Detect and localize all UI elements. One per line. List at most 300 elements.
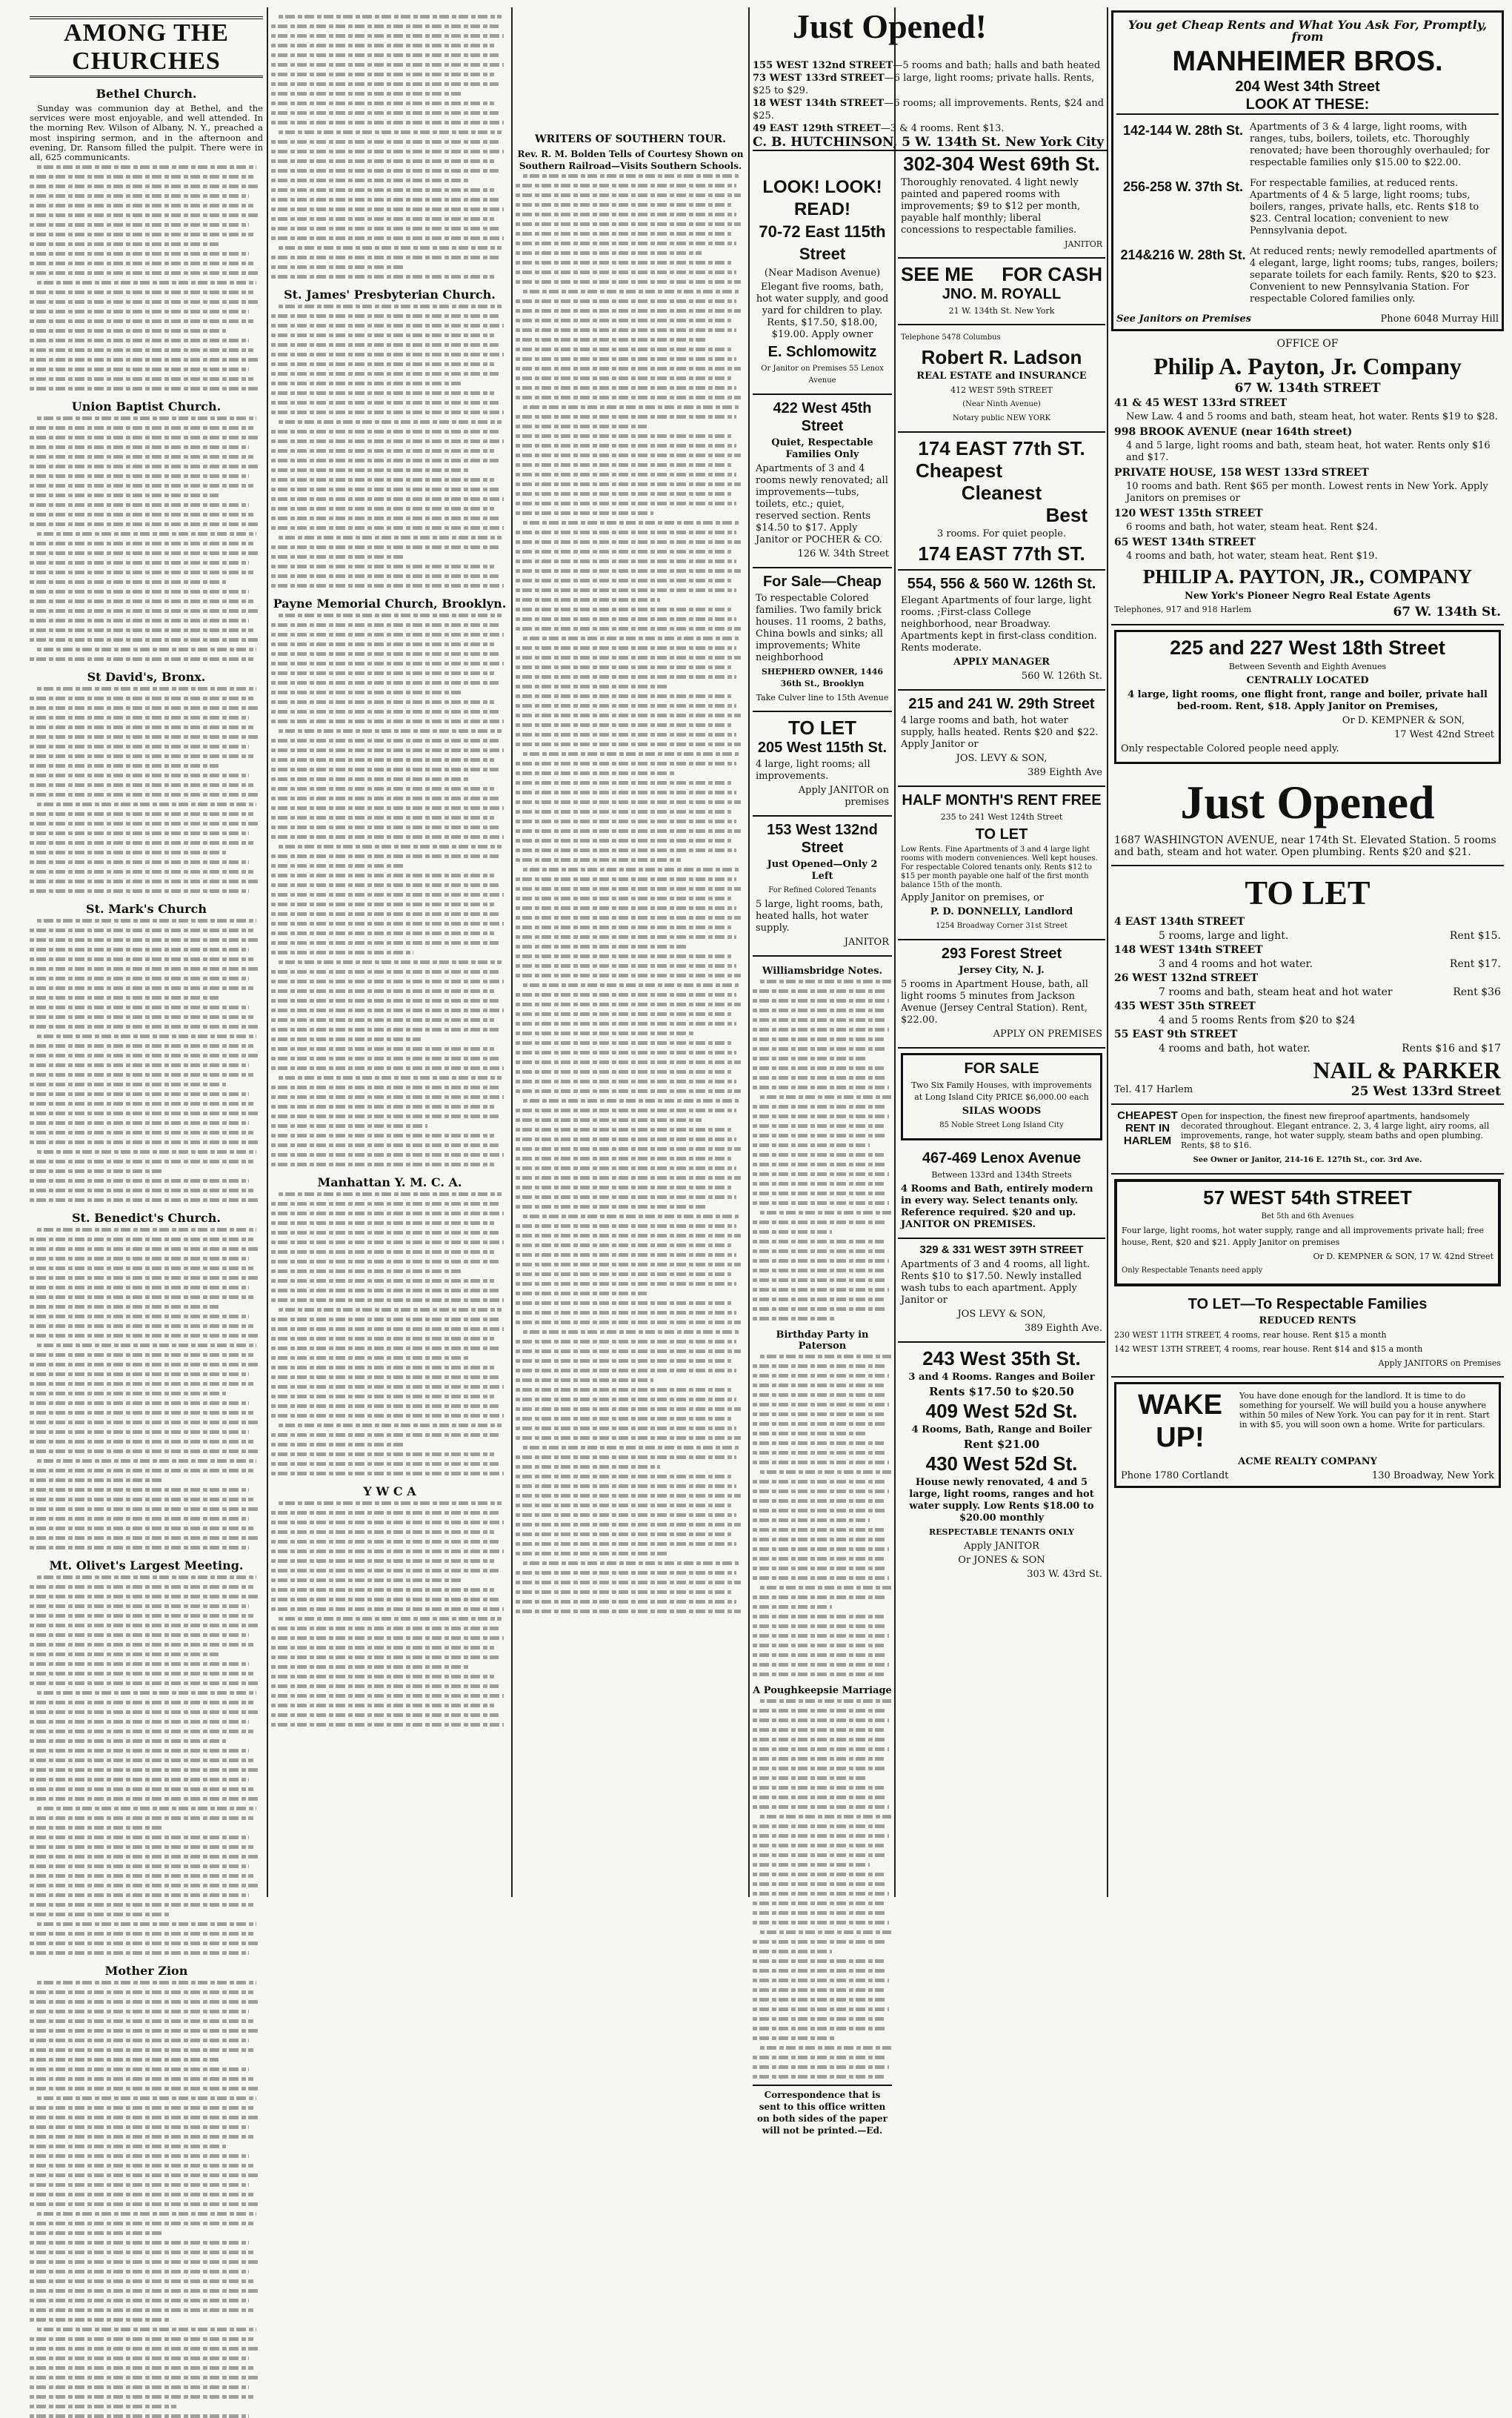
text-line	[30, 2385, 249, 2389]
article-body-lines	[753, 1699, 892, 2079]
text-line	[753, 1940, 886, 1944]
row-text: 4 and 5 rooms Rents from $20 to $24	[1159, 1014, 1356, 1026]
text-line	[30, 1653, 219, 1656]
text-line	[523, 868, 739, 871]
text-line	[516, 348, 731, 351]
text-line	[30, 329, 226, 333]
text-line	[753, 1547, 889, 1551]
ad-name: PHILIP A. PAYTON, JR., COMPANY	[1142, 565, 1473, 588]
text-line	[516, 646, 736, 650]
text-line	[30, 619, 249, 622]
text-line	[30, 1276, 259, 1280]
church-heading: AMONG THE CHURCHES	[30, 16, 263, 78]
ad-text: 5 rooms in Apartment House, bath, all light rooms 5 minutes from Jackson Avenue (Jersey Central Station). Rent, $22.00.	[901, 979, 1088, 1026]
text-line	[30, 223, 249, 227]
text-line	[516, 1195, 736, 1199]
section-title: Mt. Olivet's Largest Meeting.	[49, 1558, 244, 1573]
ad-address: 17 West 42nd Street	[1393, 729, 1494, 740]
ad-text: Apply Janitor on premises, or	[901, 892, 1044, 903]
text-line	[753, 1509, 886, 1512]
text-line	[30, 542, 253, 545]
text-line	[30, 1787, 253, 1791]
text-line	[753, 1422, 886, 1426]
text-line	[37, 1981, 256, 1984]
text-line	[516, 1349, 741, 1353]
text-line	[760, 1211, 891, 1215]
ad-text: 142 WEST 13TH STREET, 4 rooms, rear house. Rent $14 and $15 a month	[1114, 1344, 1423, 1354]
text-line	[30, 2164, 253, 2168]
ad-302	[898, 148, 1105, 259]
text-line	[279, 614, 502, 617]
row-text: 3 and 4 rooms and hot water.	[1159, 958, 1313, 970]
text-line	[753, 1644, 884, 1647]
text-line	[516, 550, 731, 554]
text-line	[30, 1826, 163, 1830]
text-line	[30, 1836, 249, 1839]
text-line	[516, 1234, 741, 1238]
text-line	[271, 720, 504, 723]
text-line	[516, 559, 736, 563]
text-line	[271, 372, 499, 376]
text-line	[271, 1559, 494, 1563]
text-line	[30, 1286, 249, 1289]
text-line	[30, 1247, 259, 1251]
text-line	[30, 1951, 249, 1955]
text-line	[271, 121, 504, 124]
ad-sub: REDUCED RENTS	[1259, 1315, 1356, 1326]
text-line	[271, 1279, 494, 1283]
text-line	[37, 2096, 256, 2100]
text-line	[516, 675, 736, 679]
text-line	[271, 768, 499, 771]
text-line	[271, 439, 504, 443]
text-line	[271, 1124, 427, 1128]
text-line	[516, 569, 741, 573]
text-line	[271, 150, 504, 153]
text-line	[30, 1025, 259, 1029]
text-line	[271, 903, 494, 906]
nail-parker-ad	[1111, 866, 1504, 1105]
ad-footer: Apply JANITORS on Premises	[1378, 1358, 1501, 1368]
text-line	[271, 1375, 499, 1379]
text-line	[30, 1942, 259, 1945]
text-line	[516, 1610, 741, 1613]
payton-listings	[1114, 397, 1501, 562]
row-rent: Rent $15.	[1449, 930, 1501, 942]
text-line	[753, 1269, 884, 1272]
text-line	[516, 492, 731, 496]
text-line	[516, 723, 731, 727]
text-line	[30, 2193, 253, 2196]
text-line	[516, 1080, 736, 1083]
article-body-lines	[30, 165, 263, 391]
text-line	[37, 532, 256, 536]
listing-address: 256-258 W. 37th St.	[1122, 179, 1244, 194]
text-line	[523, 521, 739, 525]
text-line	[753, 1709, 886, 1713]
article-body-lines	[753, 1355, 892, 1676]
text-line	[516, 1272, 731, 1276]
text-line	[271, 478, 494, 482]
ad-text: 4 large, light rooms, one flight front, range and boiler, private hall bed-room. Rent, $18. Apply Janitor on Premises,	[1128, 689, 1488, 712]
text-line	[30, 1730, 253, 1733]
listing-row	[1116, 119, 1499, 171]
text-line	[30, 860, 249, 864]
text-line	[271, 236, 504, 240]
text-line	[760, 1815, 891, 1819]
ad-heading: WAKE UP!	[1138, 1389, 1222, 1453]
article-body-lines	[30, 416, 263, 661]
ad-heading: SEE ME	[901, 263, 974, 285]
text-line	[753, 1834, 889, 1838]
text-line	[30, 1672, 253, 1675]
text-line	[753, 1605, 832, 1609]
text-line	[30, 2405, 176, 2408]
ad-sub: Bet 5th and 6th Avenues	[1261, 1212, 1354, 1220]
text-line	[753, 1786, 884, 1790]
text-line	[37, 165, 256, 169]
to-let-row	[1114, 1042, 1501, 1056]
text-line	[516, 531, 736, 534]
text-line	[516, 454, 741, 457]
ad-manager: APPLY MANAGER	[953, 657, 1050, 668]
text-line	[271, 1723, 504, 1727]
text-line	[271, 111, 499, 115]
text-line	[753, 1557, 884, 1561]
text-line	[30, 831, 249, 835]
text-line	[30, 1372, 249, 1376]
article-body-lines	[30, 1228, 263, 1550]
text-line	[516, 1224, 736, 1228]
article-body-lines	[271, 1192, 508, 1475]
text-line	[30, 2308, 253, 2312]
text-line	[271, 198, 499, 202]
text-line	[279, 845, 502, 848]
text-line	[30, 783, 253, 787]
ad-text: 3 rooms. For quiet people.	[936, 528, 1067, 539]
text-line	[271, 265, 406, 269]
text-line	[37, 919, 256, 923]
text-line	[271, 44, 494, 47]
text-line	[271, 1298, 504, 1302]
text-line	[30, 2337, 253, 2341]
text-line	[30, 358, 259, 362]
text-line	[271, 980, 504, 983]
text-line	[30, 1469, 253, 1472]
text-line	[271, 970, 499, 974]
ad-address: 25 West 133rd Street	[1351, 1084, 1501, 1099]
article-body-lines	[30, 919, 263, 1202]
text-line	[753, 1718, 889, 1722]
text-line	[271, 1066, 504, 1070]
ad-heading: TO LET—To Respectable Families	[1188, 1296, 1428, 1312]
ad-footer: See Owner or Janitor, 214-16 E. 127th St., cor. 3rd Ave.	[1193, 1156, 1422, 1164]
text-line	[30, 880, 259, 883]
ad-text: You have done enough for the landlord. It is time to do something for yourself. We will build you a house anywhere within 50 miles of New York. You can pay for it in rent. Start in with $5, you will soon own a home. Write for particulars.	[1239, 1391, 1490, 1429]
text-line	[753, 1776, 865, 1780]
text-line	[30, 175, 253, 179]
text-line	[753, 989, 886, 993]
text-line	[516, 1243, 731, 1247]
text-line	[753, 1873, 884, 1876]
ad-text: Apply JANITOR	[964, 1541, 1039, 1552]
text-line	[30, 436, 259, 439]
ad-heading: 467-469 Lenox Avenue	[922, 1150, 1082, 1166]
text-line	[753, 1844, 884, 1847]
text-line	[30, 2173, 259, 2177]
text-line	[753, 1259, 889, 1263]
text-line	[271, 1607, 504, 1611]
text-line	[516, 704, 736, 708]
text-line	[753, 2036, 836, 2040]
text-line	[30, 2029, 259, 2033]
text-line	[516, 743, 741, 746]
text-line	[523, 637, 739, 640]
lenox-ad	[898, 1145, 1105, 1239]
text-line	[516, 714, 741, 717]
text-line	[30, 1498, 253, 1501]
text-line	[271, 1202, 499, 1206]
text-line	[753, 1403, 889, 1406]
text-line	[516, 540, 741, 544]
text-line	[516, 781, 731, 785]
text-line	[516, 309, 741, 313]
text-line	[271, 401, 499, 405]
text-line	[516, 974, 741, 977]
text-line	[271, 710, 499, 714]
article-body-lines	[516, 174, 745, 1613]
respectable-families-ad	[1111, 1291, 1504, 1378]
text-line	[30, 2125, 249, 2129]
text-line	[30, 2347, 259, 2351]
text-line	[516, 887, 741, 891]
text-line	[30, 2414, 249, 2418]
text-line	[753, 1969, 886, 1973]
text-line	[753, 1412, 884, 1416]
text-line	[753, 1624, 886, 1628]
text-line	[30, 764, 219, 768]
text-line	[516, 762, 736, 765]
text-line	[516, 463, 731, 467]
ad-heading: 329 & 331 WEST 39TH STREET	[919, 1243, 1084, 1256]
text-line	[30, 774, 249, 777]
to-let-row	[1114, 1000, 1501, 1014]
section-title: St. Mark's Church	[86, 902, 207, 917]
ad-heading: 153 West 132nd Street	[767, 822, 878, 856]
text-line	[753, 1499, 884, 1503]
text-line	[271, 883, 499, 887]
to-let-ad	[753, 712, 892, 817]
text-line	[271, 912, 499, 916]
text-line	[753, 1172, 889, 1176]
text-line	[516, 627, 741, 631]
ad-heading: 225 and 227 West 18th Street	[1170, 637, 1445, 659]
text-line	[30, 1102, 253, 1106]
text-line	[516, 1590, 731, 1594]
text-line	[271, 53, 499, 57]
text-line	[753, 1634, 889, 1638]
text-line	[271, 1356, 470, 1360]
text-line	[271, 777, 470, 781]
text-line	[523, 1099, 739, 1103]
ad-heading: HALF MONTH'S RENT FREE	[902, 792, 1102, 808]
text-line	[30, 1778, 249, 1781]
ads-column-3	[1111, 10, 1504, 1893]
text-line	[516, 800, 741, 804]
ad-sub: OFFICE OF	[1276, 338, 1339, 350]
text-line	[30, 1517, 249, 1521]
text-line	[523, 752, 739, 756]
column-rule	[894, 7, 896, 1897]
text-line	[30, 1893, 249, 1897]
ad-heading: 430 West 52d St.	[925, 1452, 1078, 1475]
text-line	[271, 739, 499, 743]
text-line	[516, 1369, 736, 1372]
text-line	[271, 826, 499, 829]
text-line	[753, 1298, 884, 1301]
just-opened-banner	[753, 6, 1027, 47]
text-line	[30, 822, 259, 826]
text-line	[30, 1488, 249, 1492]
ad-footer: JANITOR	[844, 937, 889, 948]
ad-address: 21 W. 134th St. New York	[948, 306, 1055, 316]
ads-column-1-lower	[753, 172, 892, 2136]
text-line	[30, 2058, 219, 2062]
text-line	[516, 386, 736, 390]
text-line	[516, 1137, 736, 1141]
text-line	[30, 339, 249, 342]
text-line	[753, 1057, 865, 1060]
text-line	[271, 1713, 499, 1717]
text-line	[271, 159, 494, 163]
text-line	[271, 1385, 504, 1389]
text-line	[516, 502, 736, 505]
text-line	[271, 1153, 504, 1157]
text-line	[523, 1561, 739, 1565]
text-line	[516, 1465, 660, 1469]
listing-address: 214&216 W. 28th St.	[1120, 248, 1246, 262]
text-line	[30, 1855, 259, 1859]
text-line	[30, 1903, 253, 1907]
text-line	[30, 1421, 259, 1424]
ad-text: Apartments of 3 and 4 rooms newly renovated; all improvements—tubs, toilets, etc.; quiet, reserved section. Rents $14.50 to $17. Apply Janitor or POCHER & CO.	[756, 463, 888, 545]
text-line	[753, 1663, 889, 1667]
text-line	[753, 1901, 884, 1905]
text-line	[271, 806, 504, 810]
row-text: 4 rooms and bath, hot water.	[1159, 1043, 1310, 1054]
text-line	[37, 2212, 256, 2216]
text-line	[30, 1768, 259, 1772]
ad-554	[898, 571, 1105, 691]
ad-heading: 243 West 35th St.	[922, 1347, 1081, 1369]
text-line	[271, 1009, 504, 1012]
text-line	[271, 333, 494, 337]
text-line	[516, 184, 736, 187]
text-line	[516, 579, 731, 582]
text-line	[753, 1115, 889, 1118]
ad-name: MANHEIMER BROS.	[1172, 46, 1443, 77]
text-line	[516, 906, 736, 910]
text-line	[30, 2000, 259, 2004]
text-line	[30, 445, 249, 449]
text-line	[271, 1530, 494, 1534]
text-line	[279, 536, 502, 539]
text-line	[30, 1816, 253, 1820]
text-line	[30, 1198, 259, 1202]
text-line	[30, 1449, 259, 1453]
ad-phone: Phone 6048 Murray Hill	[1380, 313, 1499, 325]
text-line	[37, 1034, 256, 1038]
ad-footer: Notary public NEW YORK	[952, 414, 1051, 422]
text-line	[271, 1521, 504, 1524]
text-line	[271, 34, 504, 38]
text-line	[30, 628, 253, 632]
ad-footer: 389 Eighth Ave	[1028, 767, 1102, 778]
text-line	[753, 1757, 884, 1761]
text-line	[271, 1395, 494, 1398]
row-rent: Rent $17.	[1449, 958, 1501, 970]
ad-name: JNO. M. ROYALL	[942, 286, 1062, 302]
text-line	[271, 1269, 463, 1273]
ad-phone: Phone 1780 Cortlandt	[1121, 1470, 1229, 1481]
listing: 18 WEST 134th STREET—6 rooms; all improvements. Rents, $24 and $25.	[753, 98, 1105, 122]
text-line	[516, 1388, 731, 1392]
text-line	[516, 1426, 736, 1430]
text-line	[30, 957, 253, 961]
text-line	[271, 507, 494, 511]
listing-address: 65 WEST 134th STREET	[1114, 537, 1256, 548]
text-line	[271, 1318, 499, 1321]
text-line	[30, 1913, 170, 1916]
text-line	[516, 877, 736, 881]
ad-text: Best	[1045, 504, 1088, 526]
text-line	[30, 2183, 249, 2187]
text-line	[516, 1513, 736, 1517]
ad-name: SILAS WOODS	[962, 1106, 1042, 1117]
text-line	[30, 1160, 253, 1163]
text-line	[30, 2010, 249, 2013]
ad-329	[898, 1239, 1105, 1343]
text-line	[30, 1884, 259, 1887]
text-line	[516, 1523, 741, 1527]
text-line	[760, 1470, 891, 1474]
ad-agent: NAIL & PARKER	[1313, 1057, 1501, 1083]
text-line	[516, 926, 731, 929]
text-line	[279, 1501, 502, 1505]
text-line	[753, 1480, 886, 1484]
section-title: Mother Zion	[104, 1964, 188, 1979]
text-line	[279, 1617, 502, 1621]
text-line	[30, 522, 259, 526]
to-let-listings	[1114, 915, 1501, 1056]
text-line	[516, 1378, 653, 1382]
text-line	[30, 1112, 259, 1115]
text-line	[753, 1018, 886, 1022]
text-line	[271, 1655, 499, 1659]
text-line	[516, 415, 736, 419]
text-line	[30, 590, 249, 594]
text-line	[30, 929, 253, 932]
text-line	[753, 1307, 886, 1311]
text-line	[516, 1166, 736, 1170]
text-line	[516, 1455, 736, 1459]
text-line	[516, 242, 736, 245]
text-line	[271, 671, 494, 675]
text-line	[516, 598, 660, 602]
text-line	[516, 1542, 736, 1546]
cheapest-rent-ad	[1111, 1105, 1504, 1175]
text-line	[753, 1230, 832, 1234]
